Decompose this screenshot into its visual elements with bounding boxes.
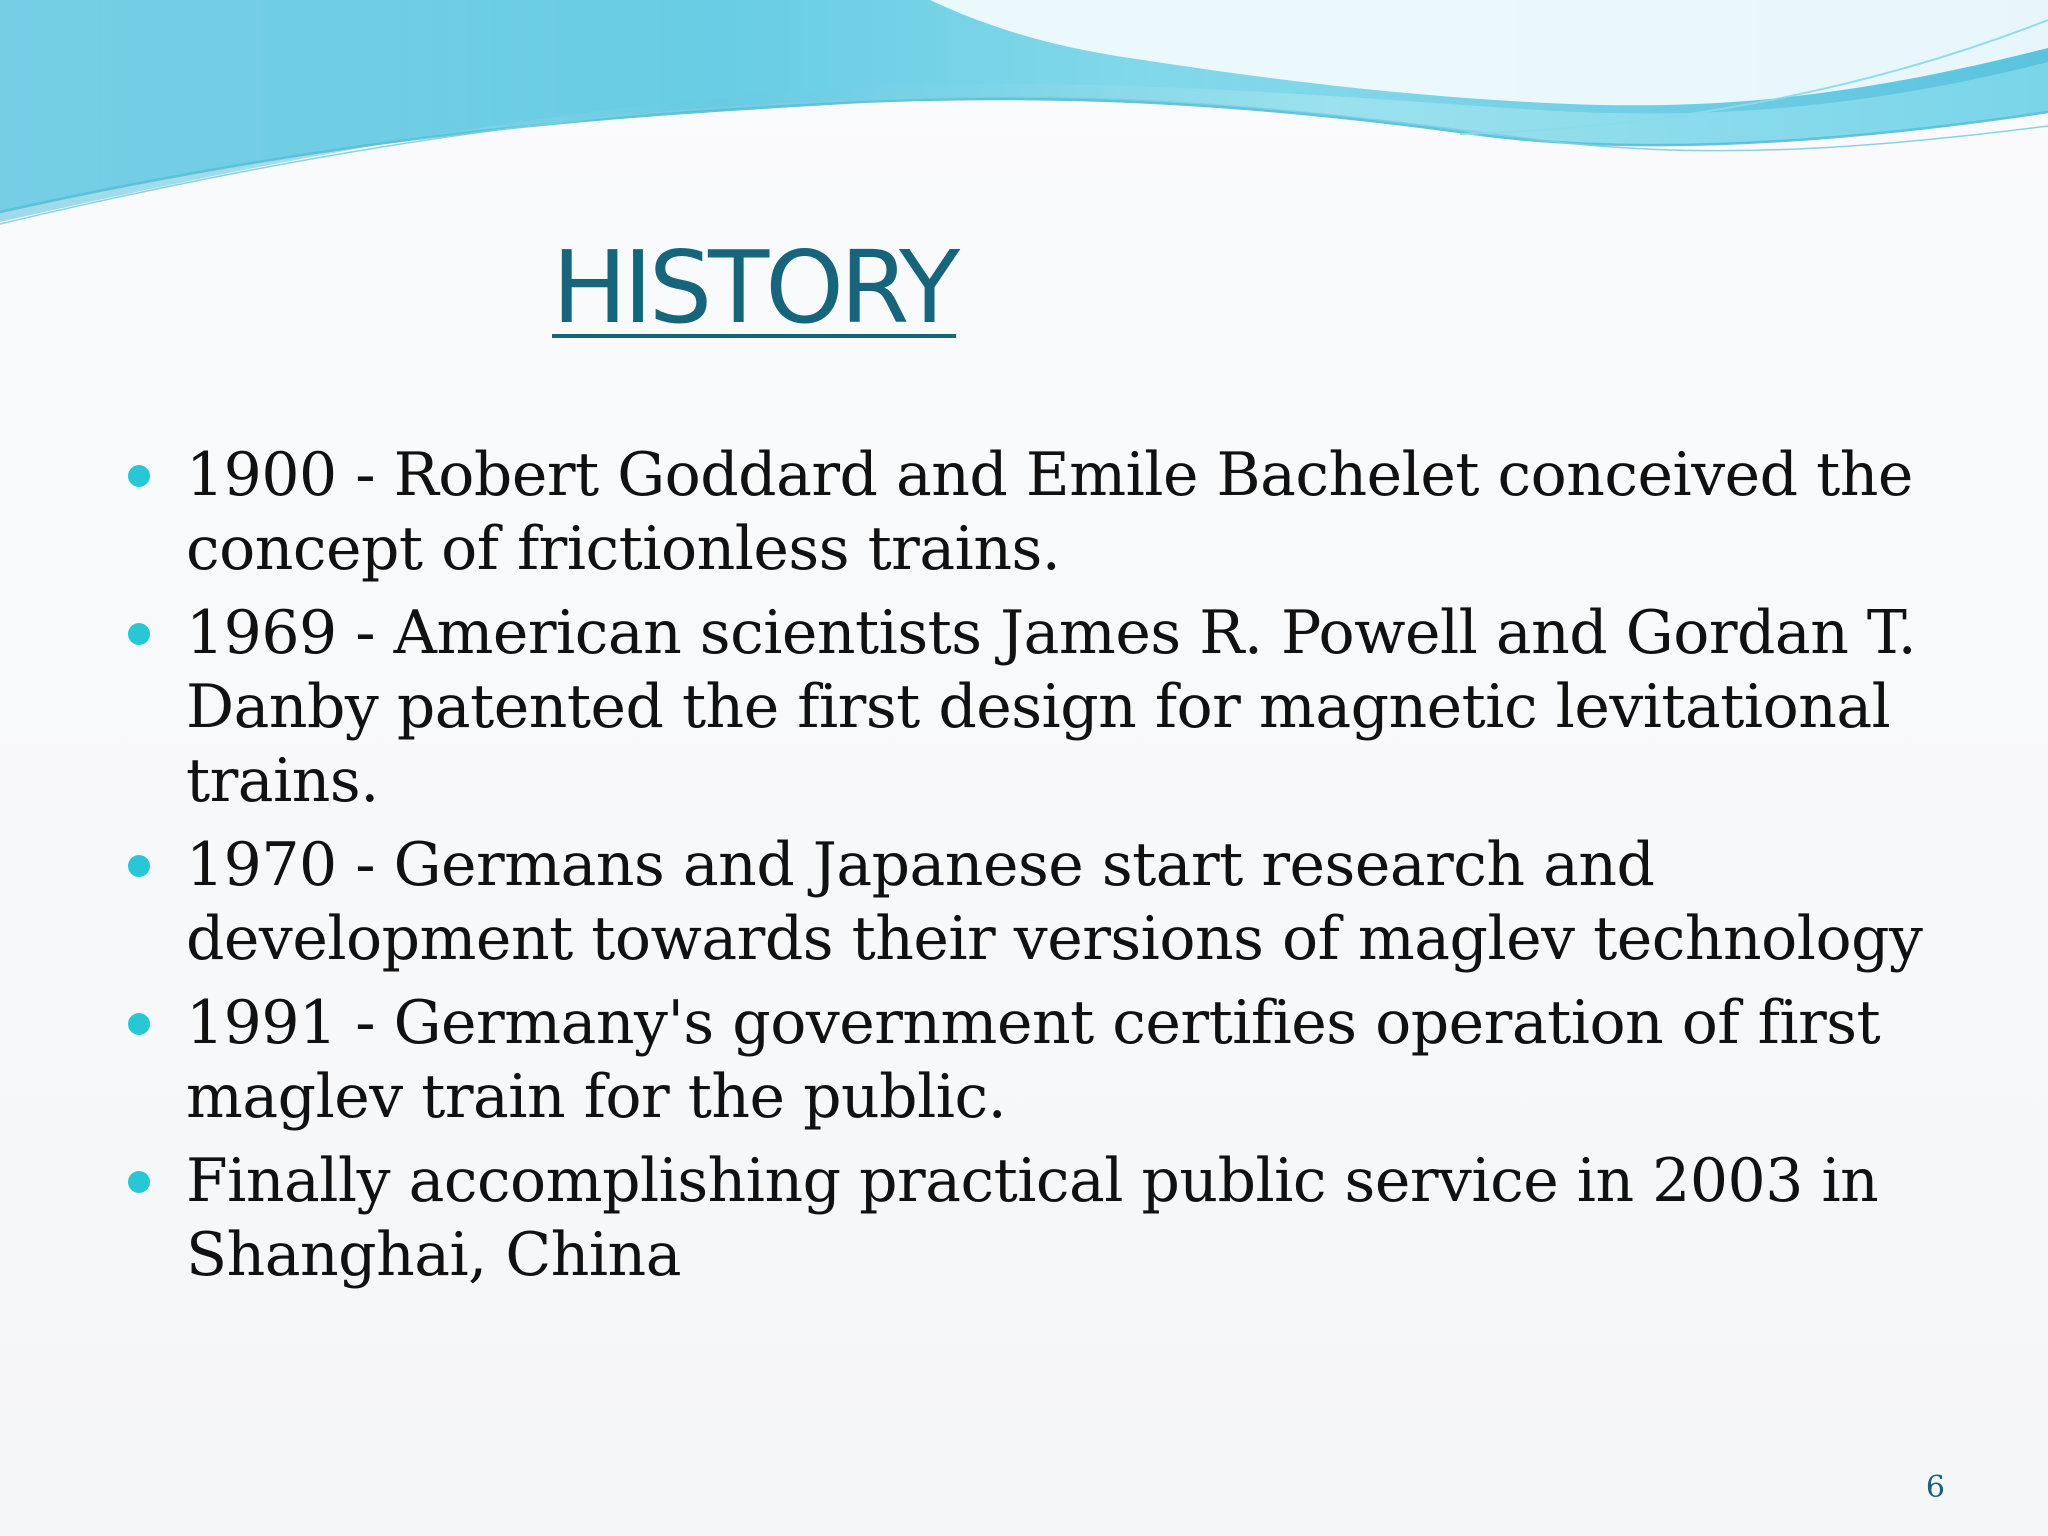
bullet-dot-icon xyxy=(128,1171,150,1193)
bullet-item xyxy=(128,986,1958,1134)
bullet-dot-icon xyxy=(128,1013,150,1035)
bullet-dot-icon xyxy=(128,855,150,877)
bullet-item xyxy=(128,438,1958,586)
bullet-text: Finally accomplishing practical public service in 2003 in Shanghai, China xyxy=(186,1146,1879,1290)
slide-title: HISTORY xyxy=(552,229,957,346)
bullet-item xyxy=(128,596,1958,818)
bullet-dot-icon xyxy=(128,465,150,487)
bullet-item xyxy=(128,1144,1958,1292)
bullet-text: 1970 - Germans and Japanese start research and development towards their versions of maglev technology xyxy=(186,830,1923,974)
slide-page-number: 6 xyxy=(1925,1470,1945,1505)
bullet-text: 1900 - Robert Goddard and Emile Bachelet conceived the concept of frictionless trains. xyxy=(186,440,1913,584)
bullet-text: 1991 - Germany's government certifies operation of first maglev train for the public. xyxy=(186,988,1881,1132)
bullet-item xyxy=(128,828,1958,976)
bullet-dot-icon xyxy=(128,623,150,645)
history-bullet-list xyxy=(128,438,1958,1302)
bullet-text: 1969 - American scientists James R. Powell and Gordan T. Danby patented the first design for magnetic levitational trains. xyxy=(186,598,1917,816)
wave-header-decoration xyxy=(0,0,2048,240)
